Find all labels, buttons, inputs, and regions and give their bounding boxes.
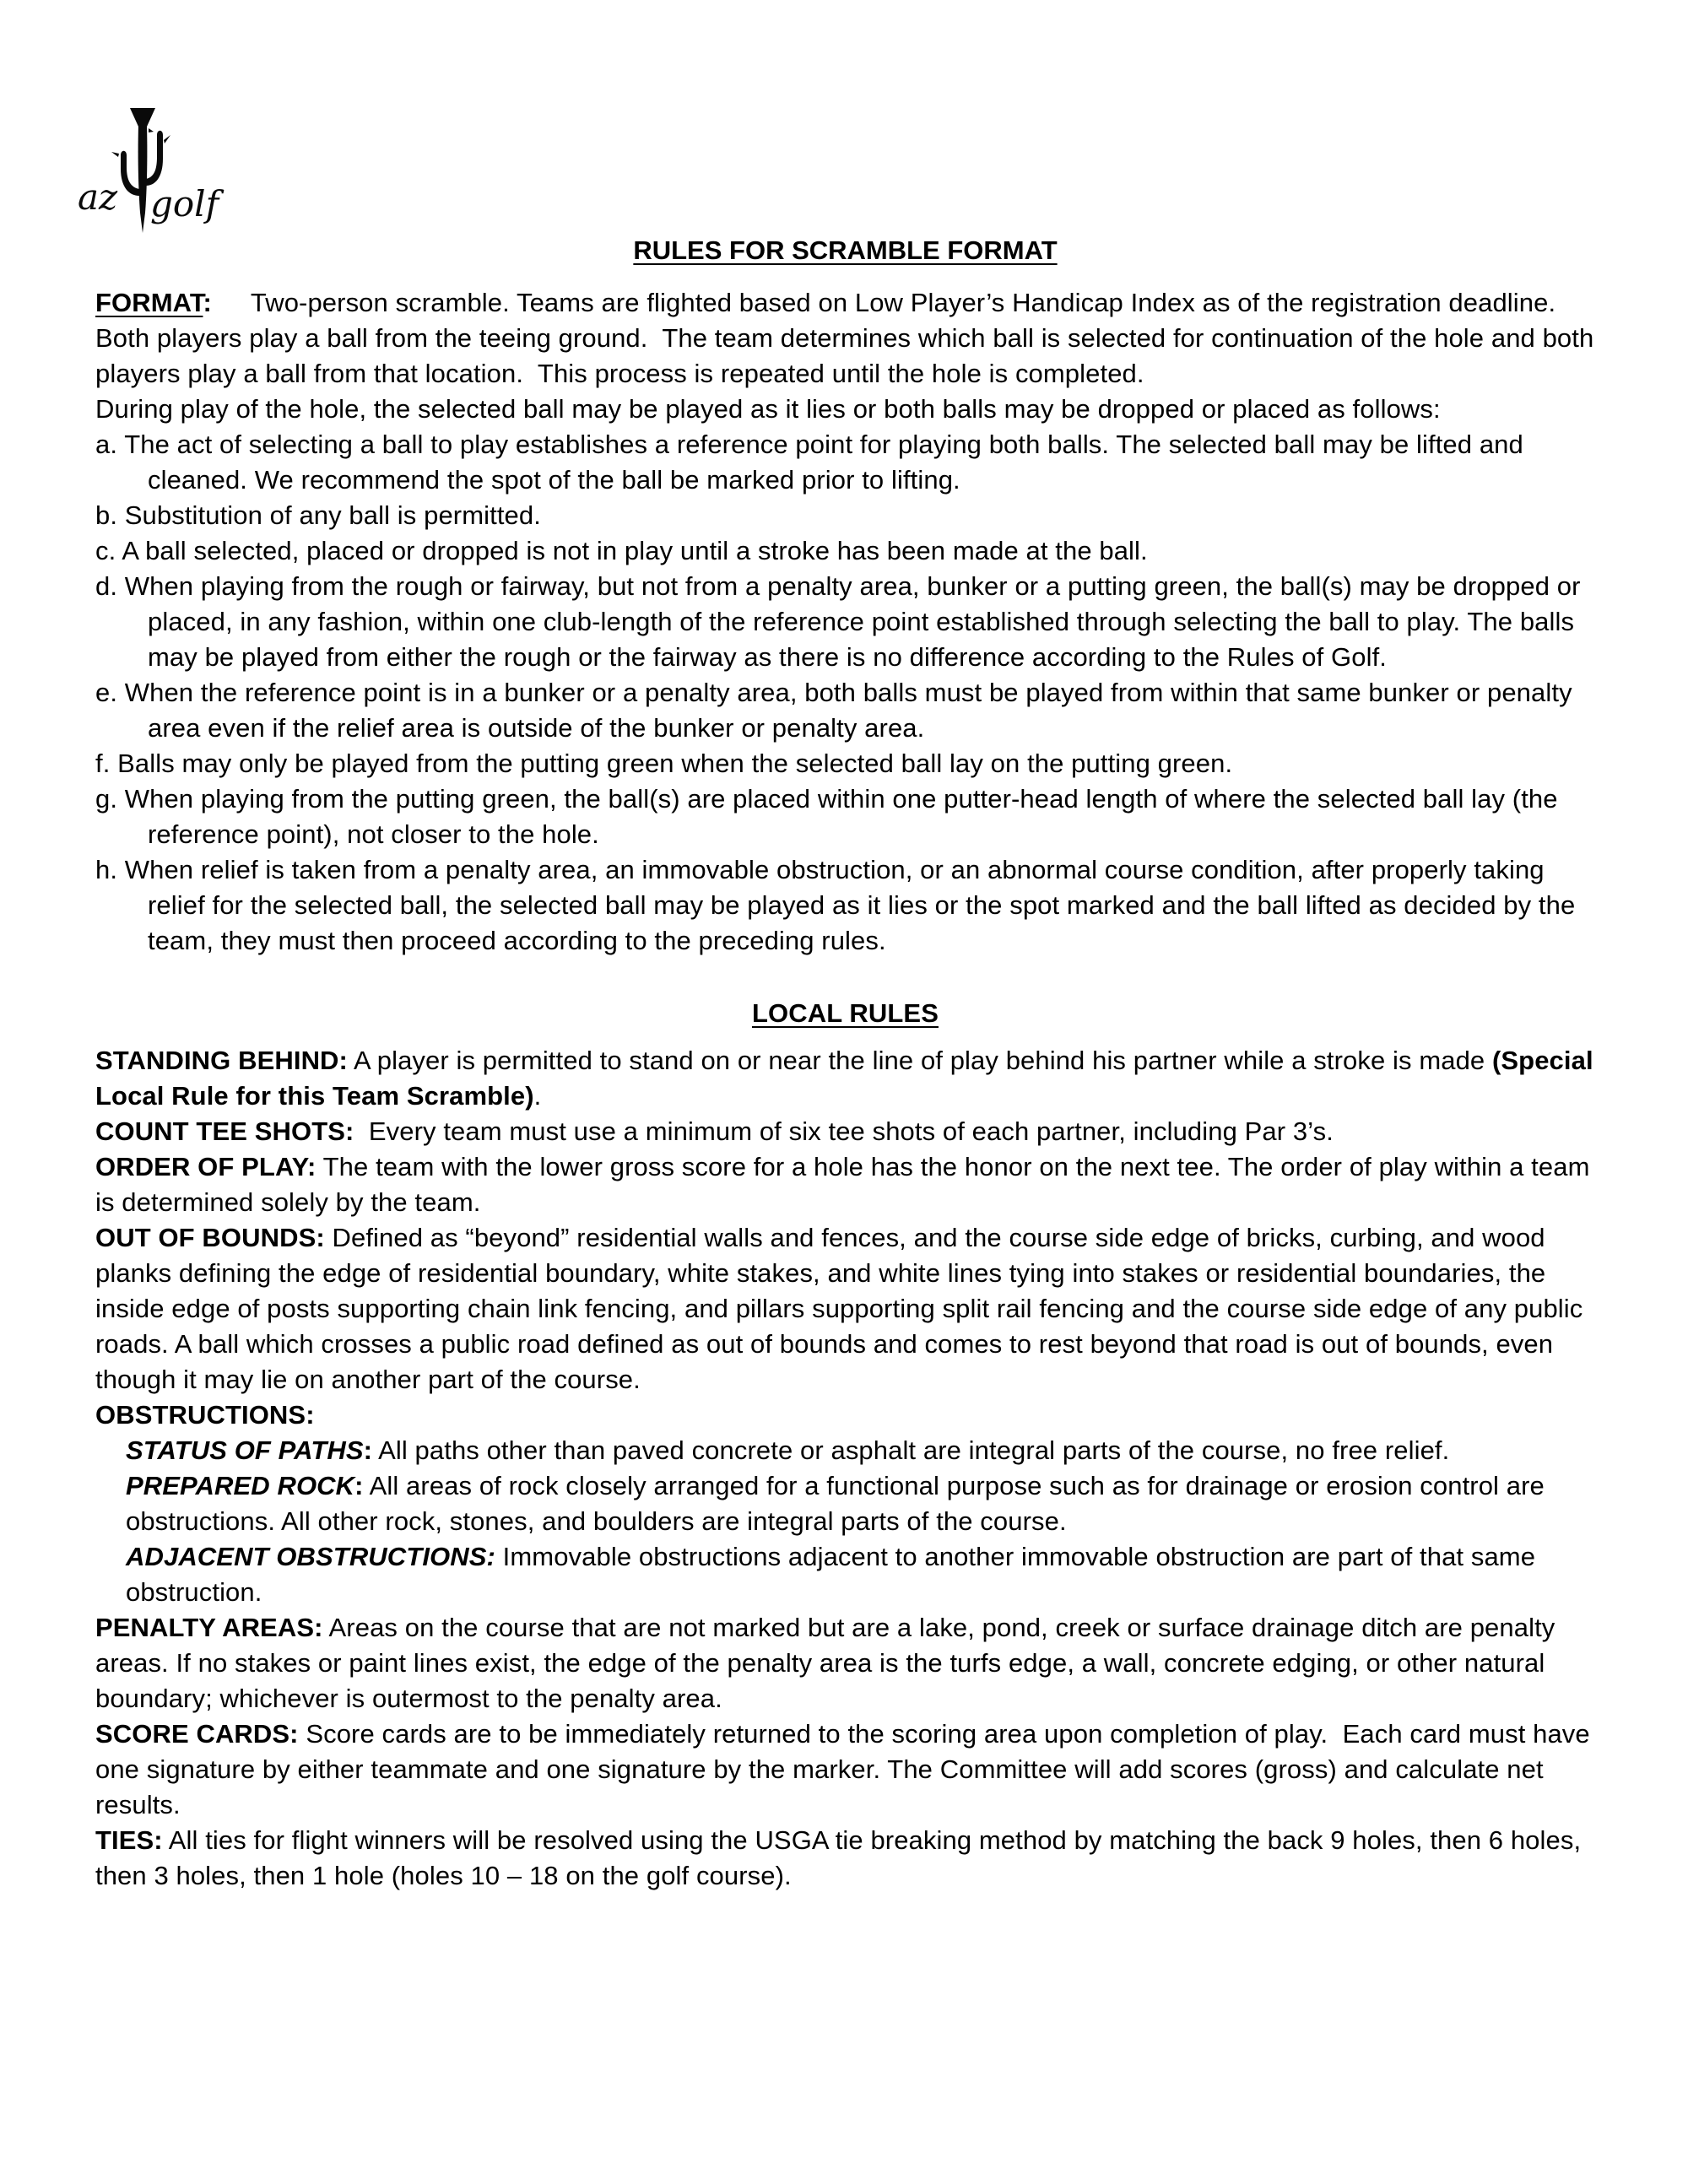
- text-segment: ORDER OF PLAY:: [95, 1152, 316, 1181]
- paragraph: [95, 285, 1602, 392]
- logo-script-golf: golf: [150, 183, 219, 224]
- text-segment: STANDING BEHIND:: [95, 1046, 348, 1075]
- text-segment: STATUS OF PATHS: [126, 1435, 364, 1465]
- text-segment: h. When relief is taken from a penalty area, an immovable obstruction, or an abnormal course condition, after properly taking relief for the selected ball, the selected ball may be played as it lies or the spot marked and the ball lifted as decided by the team, they must then proceed according to the preceding rules.: [95, 855, 1583, 955]
- paragraph: [95, 1823, 1595, 1894]
- text-segment: COUNT TEE SHOTS:: [95, 1116, 354, 1146]
- text-segment: FORMAT: [95, 288, 203, 317]
- paragraph: [95, 1149, 1598, 1220]
- paragraph: [95, 1220, 1595, 1397]
- document-content: [0, 233, 1688, 1894]
- paragraph: [95, 392, 1595, 427]
- text-segment: ADJACENT OBSTRUCTIONS:: [126, 1542, 495, 1571]
- paragraph: [95, 1397, 1595, 1433]
- azgolf-logo: [78, 106, 238, 240]
- text-segment: .: [533, 1081, 542, 1111]
- text-segment: All paths other than paved concrete or asphalt are integral parts of the course, no free relief.: [372, 1435, 1450, 1465]
- text-segment: PENALTY AREAS:: [95, 1613, 323, 1642]
- page-title: [95, 233, 1595, 268]
- paragraph: [95, 1114, 1595, 1149]
- paragraph: [95, 1433, 1595, 1468]
- document-body: [95, 285, 1602, 1894]
- text-segment: :: [363, 1435, 373, 1465]
- paragraph: [95, 1468, 1595, 1539]
- text-segment: b. Substitution of any ball is permitted.: [95, 500, 541, 530]
- paragraph: [95, 1610, 1595, 1716]
- text-segment: All areas of rock closely arranged for a functional purpose such as for drainage or erosion control are obstructions. All other rock, stones, and boulders are integral parts of the course.: [126, 1471, 1552, 1536]
- paragraph: [95, 533, 1595, 569]
- text-segment: f. Balls may only be played from the putting green when the selected ball lay on the putting green.: [95, 749, 1233, 778]
- text-segment: During play of the hole, the selected ball may be played as it lies or both balls may be dropped or placed as follows:: [95, 394, 1441, 424]
- text-segment: (Special Local Rule for this Team Scramble): [95, 1046, 1601, 1111]
- text-segment: Two-person scramble. Teams are flighted based on Low Player’s Handicap Index as of the registration deadline. Both players play a ball from the teeing ground. The team determines which ball is selected for continuation of the hole and both players play a ball from that location. This process is repeated until the hole is completed.: [95, 288, 1602, 388]
- paragraph: [95, 1716, 1598, 1823]
- text-segment: OBSTRUCTIONS:: [95, 1400, 315, 1430]
- text-segment: :: [354, 1471, 364, 1500]
- text-segment: Score cards are to be immediately returned to the scoring area upon completion of play. Each card must have one signature by either teammate and one signature by the marker. The Committee will add scores (gross) and calculate net results.: [95, 1719, 1598, 1819]
- text-segment: TIES:: [95, 1825, 163, 1855]
- cactus-golf-tee-icon: [78, 106, 238, 240]
- text-segment: Every team must use a minimum of six tee shots of each partner, including Par 3’s.: [354, 1116, 1334, 1146]
- text-segment: :: [203, 288, 212, 317]
- text-segment: All ties for flight winners will be resolved using the USGA tie breaking method by matching the back 9 holes, then 6 holes, then 3 holes, then 1 hole (holes 10 – 18 on the golf course).: [95, 1825, 1588, 1890]
- paragraph: [95, 427, 1595, 498]
- paragraph: [95, 781, 1595, 852]
- text-segment: Immovable obstructions adjacent to another immovable obstruction are part of that same obstruction.: [126, 1542, 1543, 1607]
- text-segment: c. A ball selected, placed or dropped is not in play until a stroke has been made at the ball.: [95, 536, 1148, 565]
- text-segment: A player is permitted to stand on or near the line of play behind his partner while a stroke is made: [347, 1046, 1492, 1075]
- text-segment: PREPARED ROCK: [126, 1471, 355, 1500]
- paragraph: [95, 852, 1595, 959]
- paragraph: [95, 675, 1595, 746]
- text-segment: LOCAL RULES: [752, 998, 939, 1028]
- text-segment: Defined as “beyond” residential walls and fences, and the course side edge of bricks, curbing, and wood planks defining the edge of residential boundary, white stakes, and white lines tying into stakes or residential boundaries, the inside edge of posts supporting chain link fencing, and pillars supporting split rail fencing and the course side edge of any public roads. A ball which crosses a public road defined as out of bounds and comes to rest beyond that road is out of bounds, even though it may lie on another part of the course.: [95, 1223, 1591, 1394]
- page-title-text: RULES FOR SCRAMBLE FORMAT: [633, 235, 1058, 265]
- text-segment: Areas on the course that are not marked but are a lake, pond, creek or surface drainage ditch are penalty areas. If no stakes or paint lines exist, the edge of the penalty area is the turfs edge, a wall, concrete edging, or other natural boundary; whichever is outermost to the penalty area.: [95, 1613, 1563, 1713]
- paragraph: [95, 746, 1595, 781]
- paragraph: [95, 1043, 1601, 1114]
- paragraph: [95, 1539, 1595, 1610]
- text-segment: d. When playing from the rough or fairway, but not from a penalty area, bunker or a putting green, the ball(s) may be dropped or placed, in any fashion, within one club-length of the reference point established through selecting the ball to play. The balls may be played from either the rough or the fairway as there is no difference according to the Rules of Golf.: [95, 571, 1588, 672]
- section-heading: [95, 996, 1595, 1031]
- text-segment: a. The act of selecting a ball to play establishes a reference point for playing both balls. The selected ball may be lifted and cleaned. We recommend the spot of the ball be marked prior to lifting.: [95, 430, 1531, 495]
- logo-script-az: az: [78, 176, 118, 218]
- paragraph: [95, 498, 1595, 533]
- text-segment: g. When playing from the putting green, the ball(s) are placed within one putter-head length of where the selected ball lay (the reference point), not closer to the hole.: [95, 784, 1566, 849]
- paragraph: [95, 569, 1595, 675]
- text-segment: OUT OF BOUNDS:: [95, 1223, 325, 1252]
- text-segment: SCORE CARDS:: [95, 1719, 299, 1749]
- text-segment: e. When the reference point is in a bunker or a penalty area, both balls must be played from within that same bunker or penalty area even if the relief area is outside of the bunker or penalty area.: [95, 678, 1580, 743]
- text-segment: The team with the lower gross score for a hole has the honor on the next tee. The order of play within a team is determined solely by the team.: [95, 1152, 1598, 1217]
